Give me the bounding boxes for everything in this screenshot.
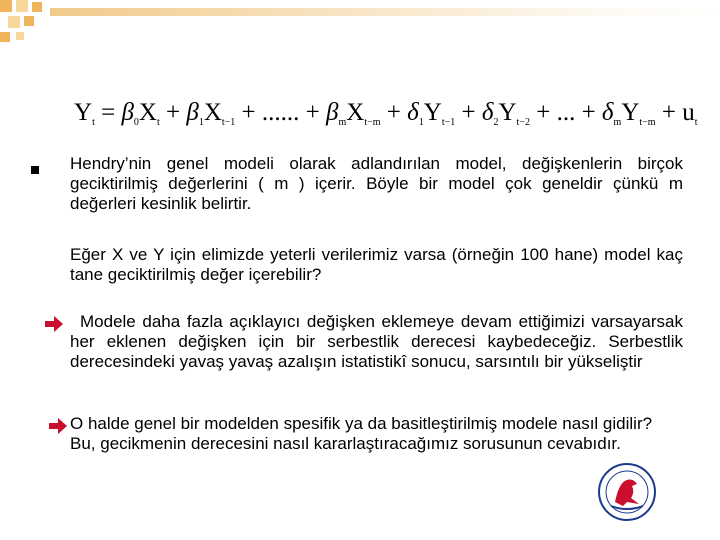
right-arrow-icon: [48, 417, 68, 435]
formula-term: $u_t$: [682, 99, 698, 128]
formula-term: $\beta_0X_t$ +: [121, 99, 187, 128]
paragraph-question: Eğer X ve Y için elimizde yeterli verilerimiz varsa (örneğin 100 hane) model kaç tane geciktirilmiş değer içerebilir?: [70, 245, 683, 284]
right-arrow-icon: [44, 315, 64, 333]
header-gradient-bar: [50, 8, 720, 16]
formula-rhs: [121, 99, 697, 126]
formula-term: ...... +: [261, 99, 327, 126]
paragraph-hendry-model: Hendry’nin genel modeli olarak adlandırılan model, değişkenlerin birçok geciktirilmiş değerlerini ( m ) içerir. Böyle bir model çok geneldir çünkü m değerleri kesinlik belirtir.: [70, 154, 683, 213]
paragraph-specific-model: O halde genel bir modelden spesifik ya da basitleştirilmiş modele nasıl gidilir? Bu, gecikmenin derecesini nasıl kararlaştıracağımız sorusunun cevabıdır.: [70, 414, 653, 453]
paragraph-degrees-of-freedom: Modele daha fazla açıklayıcı değişken eklemeye devam ettiğimizi varsayarsak her eklenen değişken için bir serbestlik derecesi kaybedeceğiz. Serbestlik derecesindeki yavaş yavaş azalışın istatistikî sonucu, sarsıntılı bir yükseliştir: [70, 312, 683, 371]
formula-lhs: $Y_t$: [74, 99, 95, 128]
university-seal-icon: [597, 462, 657, 522]
distributed-lag-formula: $Y_t = \beta_0X_t + \beta_1X_{t-1}$ + ...... + $\beta_mX_{t-m} + \delta_1Y_{t-1} + \delta_2Y_{t-2}$ + ... + $\delta_mY_{t-m} + u_t$: [74, 99, 698, 128]
formula-term: $\delta_2Y_{t-2}$ +: [481, 99, 557, 128]
formula-term: ... +: [556, 99, 602, 126]
formula-term: $\delta_mY_{t-m}$ +: [601, 99, 683, 128]
formula-term: $\delta_1Y_{t-1}$ +: [407, 99, 482, 128]
formula-term: $\beta_1X_{t-1}$ +: [186, 99, 262, 128]
square-bullet-icon: [31, 166, 39, 174]
formula-term: $\beta_mX_{t-m}$ +: [326, 99, 408, 128]
